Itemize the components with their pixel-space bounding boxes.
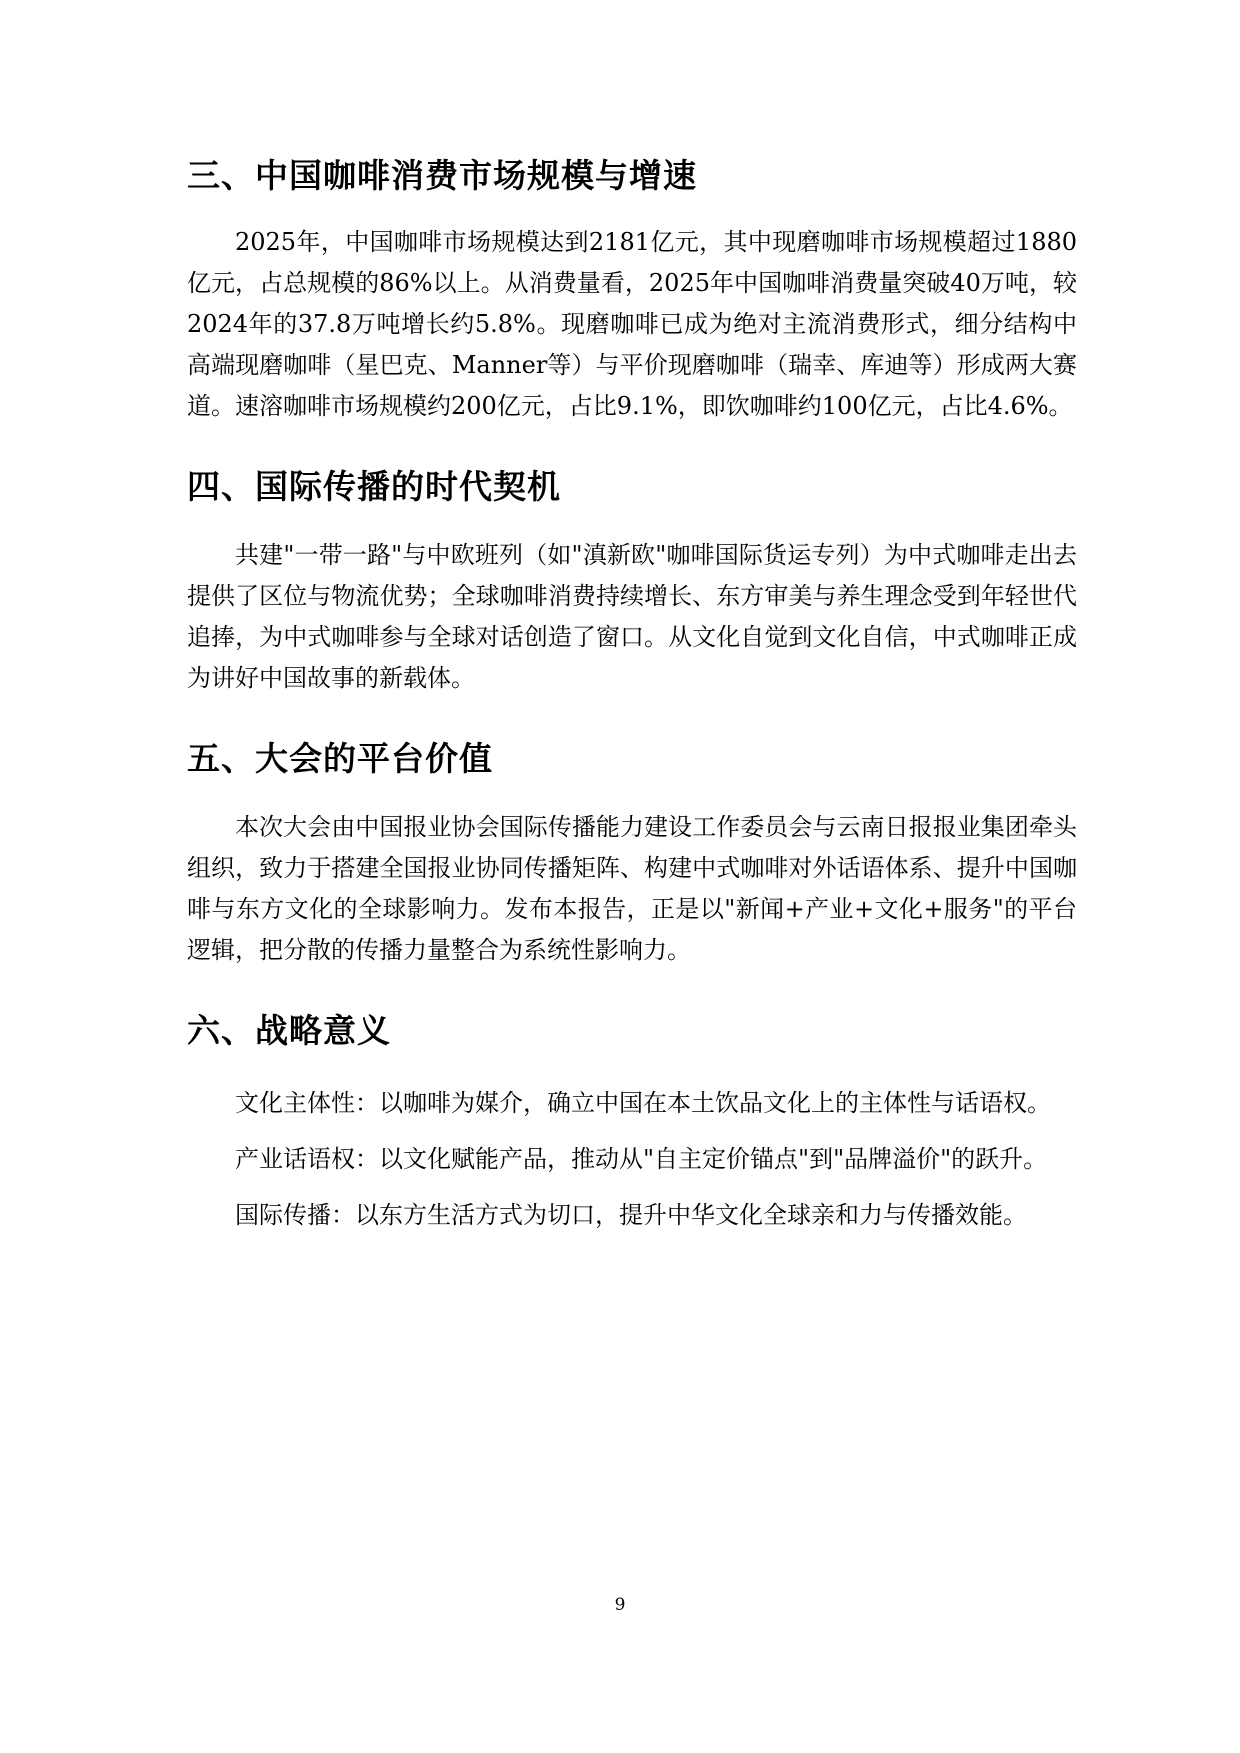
list-item: 产业话语权：以文化赋能产品，推动从"自主定价锚点"到"品牌溢价"的跃升。 xyxy=(235,1145,1048,1173)
list-item: 国际传播：以东方生活方式为切口，提升中华文化全球亲和力与传播效能。 xyxy=(235,1201,1027,1229)
section-paragraph: 2025年，中国咖啡市场规模达到2181亿元，其中现磨咖啡市场规模超过1880亿元，占总规模的86%以上。从消费量看，2025年中国咖啡消费量突破40万吨，较2024年的37.8万吨增长约5.8%。现磨咖啡已成为绝对主流消费形式，细分结构中高端现磨咖啡（星巴克、Manner等）与平价现磨咖啡（瑞幸、库迪等）形成两大赛道。速溶咖啡市场规模约200亿元，占比9.1%，即饮咖啡约100亿元，占比4.6%。 xyxy=(187,228,1077,420)
section-heading: 六、战略意义 xyxy=(187,1011,391,1050)
section-heading: 三、中国咖啡消费市场规模与增速 xyxy=(187,156,697,195)
section-strategic-significance xyxy=(187,1005,1077,1243)
list-item: 文化主体性：以咖啡为媒介，确立中国在本土饮品文化上的主体性与话语权。 xyxy=(235,1089,1051,1117)
strategy-list xyxy=(187,1075,1077,1243)
section-international-opportunity xyxy=(187,461,1077,699)
page-number: 9 xyxy=(614,1595,626,1615)
section-heading: 四、国际传播的时代契机 xyxy=(187,467,561,506)
section-heading: 五、大会的平台价值 xyxy=(187,739,493,778)
document-page xyxy=(187,150,1077,1243)
section-market-scale xyxy=(187,150,1077,427)
section-paragraph: 共建"一带一路"与中欧班列（如"滇新欧"咖啡国际货运专列）为中式咖啡走出去提供了区位与物流优势；全球咖啡消费持续增长、东方审美与养生理念受到年轻世代追捧，为中式咖啡参与全球对话创造了窗口。从文化自觉到文化自信，中式咖啡正成为讲好中国故事的新载体。 xyxy=(187,541,1077,692)
section-platform-value xyxy=(187,733,1077,971)
section-paragraph: 本次大会由中国报业协会国际传播能力建设工作委员会与云南日报报业集团牵头组织，致力于搭建全国报业协同传播矩阵、构建中式咖啡对外话语体系、提升中国咖啡与东方文化的全球影响力。发布本报告，正是以"新闻+产业+文化+服务"的平台逻辑，把分散的传播力量整合为系统性影响力。 xyxy=(187,813,1077,964)
